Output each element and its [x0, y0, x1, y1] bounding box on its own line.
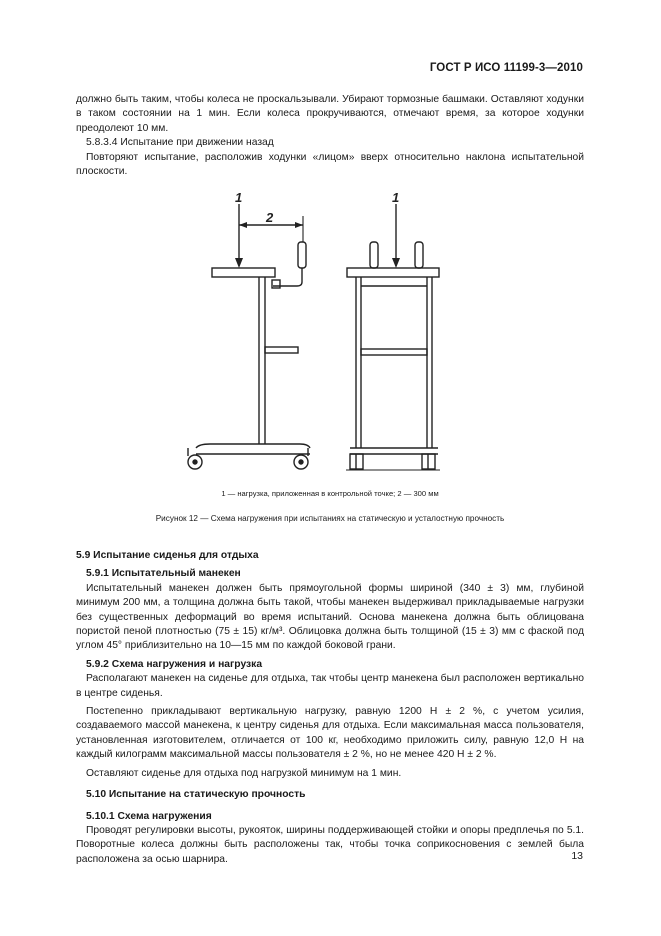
paragraph-dummy-description: Испытательный манекен должен быть прямоугольной формы шириной (340 ± 3) мм, глубиной минимум 200 мм, а толщина должна быть такой, чтобы манекен выдерживал прикладываемые нагрузки без существенных деформаций во время испытаний. Основа манекена должна быть облицована пористой пеной плотностью (75 ± 15) кг/м³. Облицовка должна быть толщиной (15 ± 3) мм с фаской под углом 45° приблизительно на 10—15 мм по каждой боковой грани.: [76, 582, 584, 652]
page-number: 13: [571, 850, 583, 862]
seat-left: [212, 268, 275, 277]
paragraph-adjustments: Проводят регулировки высоты, рукояток, ширины поддерживающей стойки и опоры предплечья по 5.1. Поворотные колеса должны быть расположены так, чтобы точка соприкосновения с землей была расположена за осью шарнира.: [76, 824, 584, 865]
section-5-9-title: 5.9 Испытание сиденья для отдыха: [76, 550, 259, 561]
paragraph-continuation: должно быть таким, чтобы колеса не проскальзывали. Убирают тормозные башмаки. Оставляют ходунки в таком состоянии на 1 мин. Если колеса прокручиваются, отмечают время, за которое ходунки преодолеют 10 мм.: [76, 94, 584, 134]
label-load-left: 1: [235, 190, 243, 205]
section-5-10-title: 5.10 Испытание на статическую прочность: [86, 789, 306, 801]
label-load-right: 1: [392, 190, 400, 205]
paragraph-load-duration: Оставляют сиденье для отдыха под нагрузкой минимум на 1 мин.: [86, 767, 402, 779]
handle-left: [298, 242, 306, 268]
figure-12: [170, 186, 490, 486]
sections-block: [76, 545, 584, 867]
paragraph-backward-test: Повторяют испытание, расположив ходунки «лицом» вверх относительно наклона испытательной плоскости.: [76, 151, 584, 178]
handle-front-right: [415, 242, 423, 268]
section-5-9-1-title: 5.9.1 Испытательный манекен: [86, 568, 241, 580]
paragraph-dummy-placement: Располагают манекен на сиденье для отдыха, так чтобы центр манекена был расположен вертикально в центре сиденья.: [76, 673, 584, 699]
clause-5-8-3-4-heading: 5.8.3.4 Испытание при движении назад: [86, 137, 274, 149]
handle-front-left: [370, 242, 378, 268]
document-header: ГОСТ Р ИСО 11199-3—2010: [429, 62, 583, 74]
top-text-block: [76, 93, 584, 179]
label-distance: 2: [266, 210, 274, 225]
figure-legend: 1 — нагрузка, приложенная в контрольной точке; 2 — 300 мм: [221, 489, 439, 498]
paragraph-load-application: Постепенно прикладывают вертикальную нагрузку, равную 1200 Н ± 2 %, с учетом усилия, создаваемого массой манекена, к центру сиденья для отдыха. Если максимальная масса пользователя, установленная изготовителем, отличается от 100 кг, необходимо приложить силу, равную 12,0 Н на каждый килограмм максимальной массы пользователя ± 2 %, но не менее 420 Н ± 2 %.: [76, 706, 584, 761]
walker-load-diagram: [170, 186, 490, 486]
section-5-9-2-title: 5.9.2 Схема нагружения и нагрузка: [86, 658, 263, 670]
seat-right: [347, 268, 439, 277]
figure-caption: Рисунок 12 — Схема нагружения при испытаниях на статическую и усталостную прочность: [155, 514, 505, 523]
section-5-10-1-title: 5.10.1 Схема нагружения: [86, 810, 212, 822]
